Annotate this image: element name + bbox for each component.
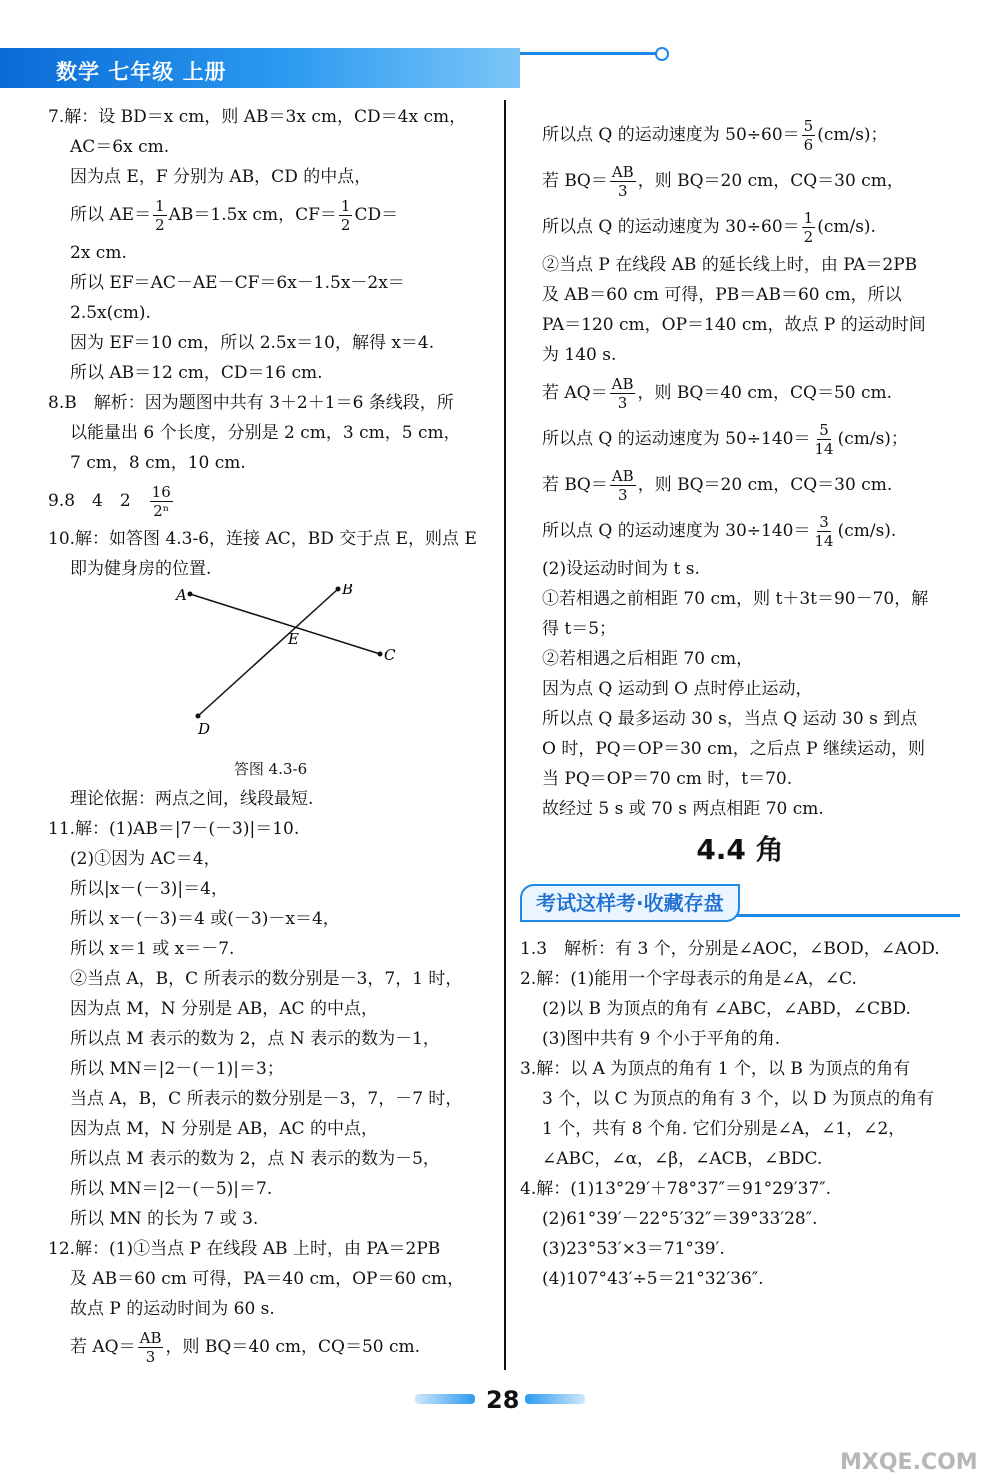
- line-diagram: [48, 584, 493, 754]
- fraction: $\frac{1}{2}$: [340, 197, 351, 234]
- watermark-logo: MXQE.COM: [840, 1450, 978, 1475]
- label-e: E: [288, 630, 299, 648]
- text-line: 因为点 M，N 分别是 AB，AC 的中点，: [70, 1119, 378, 1139]
- text-line: 故经过 5 s 或 70 s 两点相距 70 cm.: [542, 799, 824, 819]
- text-line: 2x cm.: [70, 243, 127, 263]
- segment-ac: [190, 594, 380, 654]
- text-line: ②当点 P 在线段 AB 的延长线上时，由 PA＝2PB: [542, 255, 918, 275]
- header-rule-end-dot: [655, 47, 669, 61]
- text-line: 4.解：(1)13°29′＋78°37″＝91°29′37″.: [520, 1179, 832, 1199]
- fraction: $\frac{1}{2}$: [155, 197, 165, 234]
- banner-label: 考试这样考·收藏存盘: [520, 884, 740, 922]
- text-line: 因为点 Q 运动到 O 点时停止运动，: [542, 679, 813, 699]
- text-line: AC＝6x cm.: [70, 137, 170, 157]
- page-number-deco-right: [525, 1394, 585, 1404]
- text-line: PA＝120 cm，OP＝140 cm，故点 P 的运动时间: [542, 315, 926, 335]
- text-line: 所以|x－(－3)|＝4，: [70, 879, 228, 899]
- text-line: 若 AQ＝ $\frac{AB}{3}$ ，则 BQ＝40 cm，CQ＝50 cm.: [70, 1329, 421, 1366]
- problem-11: [48, 814, 493, 1234]
- fraction: $\frac{1}{2}$: [803, 209, 814, 246]
- text-line: 7 cm，8 cm，10 cm.: [70, 453, 246, 473]
- text-line: 所以点 M 表示的数为 2，点 N 表示的数为－5，: [70, 1149, 440, 1169]
- text-line: 所以点 Q 的运动速度为 30÷140＝ $\frac{3}{14}$ (cm/s).: [542, 513, 897, 550]
- text-line: 8.B 解析：因为题图中共有 3＋2＋1＝6 条线段，所: [48, 393, 454, 413]
- text-line: 故点 P 的运动时间为 60 s.: [70, 1299, 275, 1319]
- problem-12: [48, 1234, 493, 1370]
- text-line: 2.解：(1)能用一个字母表示的角是∠A，∠C.: [520, 969, 857, 989]
- fraction: $\frac{AB}{3}$: [139, 1329, 162, 1366]
- text-line: 若 AQ＝ $\frac{AB}{3}$ ，则 BQ＝40 cm，CQ＝50 cm.: [542, 375, 893, 412]
- text-line: (3)图中共有 9 个小于平角的角.: [542, 1029, 781, 1049]
- text-line: 以能量出 6 个长度，分别是 2 cm，3 cm，5 cm，: [70, 423, 461, 443]
- problem-8: [48, 388, 493, 478]
- text-line: 11.解：(1)AB＝|7－(－3)|＝10.: [48, 819, 300, 839]
- text-line: 因为 EF＝10 cm，所以 2.5x＝10，解得 x＝4.: [70, 333, 435, 353]
- fraction: $\frac{AB}{3}$: [611, 467, 634, 504]
- text-line: 若 BQ＝ $\frac{AB}{3}$ ，则 BQ＝20 cm，CQ＝30 cm，: [542, 163, 904, 200]
- text-line: 1 个，共有 8 个角. 它们分别是∠A，∠1，∠2，: [542, 1119, 906, 1139]
- text-line: 所以 x－(－3)＝4 或(－3)－x＝4，: [70, 909, 340, 929]
- point-d: [196, 714, 201, 719]
- text-line: 及 AB＝60 cm 可得，PB＝AB＝60 cm，所以: [542, 285, 902, 305]
- text-line: 所以点 Q 的运动速度为 30÷60＝ $\frac{1}{2}$ (cm/s).: [542, 209, 876, 246]
- left-column: [48, 102, 493, 1370]
- text-line: 为 140 s.: [542, 345, 617, 365]
- text-line: 因为点 M，N 分别是 AB，AC 的中点，: [70, 999, 378, 1019]
- column-divider: [504, 100, 506, 1370]
- text-line: 所以点 Q 的运动速度为 50÷60＝ $\frac{5}{6}$ (cm/s)；: [542, 117, 888, 154]
- header-title: 数学 七年级 上册: [56, 60, 227, 84]
- text-line: (2)设运动时间为 t s.: [542, 559, 700, 579]
- text-line: (2)61°39′－22°5′32″＝39°33′28″.: [542, 1209, 818, 1229]
- text-line: 7.解：设 BD＝x cm，则 AB＝3x cm，CD＝4x cm，: [48, 107, 467, 127]
- text-line: 所以 EF＝AC－AE－CF＝6x－1.5x－2x＝: [70, 273, 405, 293]
- label-d: D: [198, 720, 211, 738]
- text-line: (4)107°43′÷5＝21°32′36″.: [542, 1269, 764, 1289]
- problem-7: [48, 102, 493, 388]
- label-a: A: [176, 586, 187, 604]
- text-line: ②若相遇之后相距 70 cm，: [542, 649, 754, 669]
- right-column: [520, 112, 960, 1294]
- text-line: 所以点 Q 最多运动 30 s，当点 Q 运动 30 s 到点: [542, 709, 918, 729]
- text-line: 所以 AB＝12 cm，CD＝16 cm.: [70, 363, 323, 383]
- text-line: ∠ABC，∠α，∠β，∠ACB，∠BDC.: [542, 1149, 823, 1169]
- text-line: 若 BQ＝ $\frac{AB}{3}$ ，则 BQ＝20 cm，CQ＝30 cm.: [542, 467, 893, 504]
- text-line: ①若相遇之前相距 70 cm，则 t＋3t＝90－70，解: [542, 589, 929, 609]
- fraction: $\frac{5}{14}$: [814, 421, 834, 458]
- text-line: 所以点 M 表示的数为 2，点 N 表示的数为－1，: [70, 1029, 440, 1049]
- text-line: (3)23°53′×3＝71°39′.: [542, 1239, 725, 1259]
- text-line: 即为健身房的位置.: [70, 559, 212, 579]
- point-b: [336, 587, 341, 592]
- text-line: 1.3 解析：有 3 个，分别是∠AOC，∠BOD，∠AOD.: [520, 939, 940, 959]
- diagram-caption: 答图 4.3-6: [233, 760, 308, 778]
- diagram-svg: [48, 584, 493, 754]
- fraction: $\frac{5}{6}$: [803, 117, 814, 154]
- label-c: C: [384, 646, 396, 664]
- text-line: 所以 AE＝ $\frac{1}{2}$ AB＝1.5x cm，CF＝ $\frac{1}{2}$ CD＝: [70, 197, 399, 234]
- fraction: $\frac{AB}{3}$: [611, 375, 634, 412]
- page-number: 28: [486, 1386, 520, 1414]
- label-b: B: [342, 584, 354, 598]
- text-line: O 时，PQ＝OP＝30 cm，之后点 P 继续运动，则: [542, 739, 926, 759]
- text-line: 理论依据：两点之间，线段最短.: [70, 789, 314, 809]
- text-line: 当点 A，B，C 所表示的数分别是－3，7，－7 时，: [70, 1089, 463, 1109]
- section-title: 4.4 角: [696, 833, 784, 866]
- section-banner: [520, 880, 960, 920]
- text-line: 10.解：如答图 4.3-6，连接 AC，BD 交于点 E，则点 E: [48, 529, 477, 549]
- fraction: $\frac{3}{14}$: [814, 513, 834, 550]
- text-line: 3.解：以 A 为顶点的角有 1 个，以 B 为顶点的角有: [520, 1059, 911, 1079]
- text-line: 所以点 Q 的运动速度为 50÷140＝ $\frac{5}{14}$ (cm/s)；: [542, 421, 908, 458]
- point-c: [378, 652, 383, 657]
- text-line: ②当点 A，B，C 所表示的数分别是－3，7，1 时，: [70, 969, 463, 989]
- segment-bd: [198, 589, 338, 716]
- point-a: [188, 592, 193, 597]
- text-line: 所以 MN 的长为 7 或 3.: [70, 1209, 259, 1229]
- text-line: 所以 x＝1 或 x＝－7.: [70, 939, 235, 959]
- text-line: 所以 MN＝|2－(－1)|＝3；: [70, 1059, 284, 1079]
- text-line: 3 个，以 C 为顶点的角有 3 个，以 D 为顶点的角有: [542, 1089, 935, 1109]
- text-line: 所以 MN＝|2－(－5)|＝7.: [70, 1179, 273, 1199]
- text-line: (2)①因为 AC＝4，: [70, 849, 221, 869]
- text-line: 当 PQ＝OP＝70 cm 时，t＝70.: [542, 769, 793, 789]
- problem-9: 9.8 4 2 $\frac{16}{\text{2ⁿ}}$: [48, 483, 171, 520]
- text-line: 12.解：(1)①当点 P 在线段 AB 上时，由 PA＝2PB: [48, 1239, 441, 1259]
- text-line: 得 t＝5；: [542, 619, 617, 639]
- text-line: 及 AB＝60 cm 可得，PA＝40 cm，OP＝60 cm，: [70, 1269, 465, 1289]
- text-line: (2)以 B 为顶点的角有 ∠ABC，∠ABD，∠CBD.: [542, 999, 911, 1019]
- fraction: $\frac{16}{\text{2ⁿ}}$: [151, 483, 171, 520]
- page-number-deco-left: [415, 1394, 475, 1404]
- text-line: 因为点 E，F 分别为 AB，CD 的中点，: [70, 167, 372, 187]
- text-line: 2.5x(cm).: [70, 303, 151, 323]
- fraction: $\frac{AB}{3}$: [611, 163, 634, 200]
- problem-10: [48, 524, 493, 584]
